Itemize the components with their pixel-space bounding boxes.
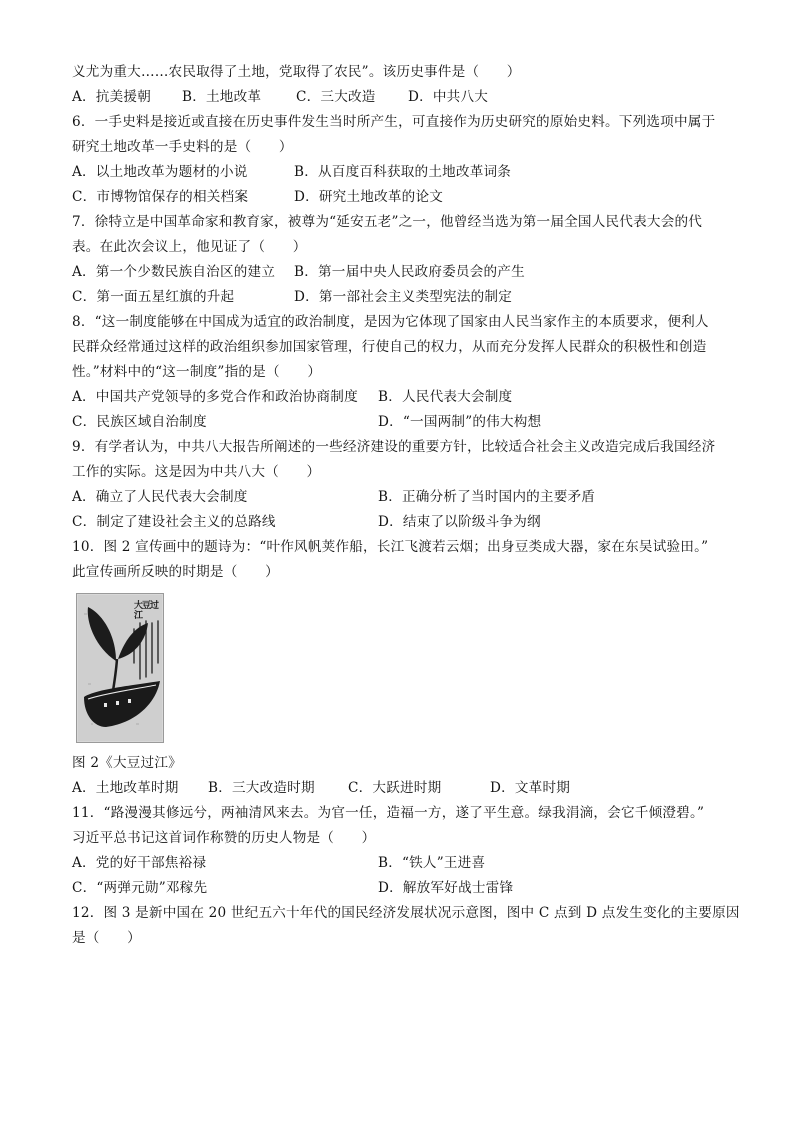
figure-2-caption: 图 2《大豆过江》 (72, 755, 182, 771)
propaganda-poster-image (76, 593, 164, 743)
q9-option-c[interactable]: C．制定了建设社会主义的总路线 (72, 514, 276, 530)
q8-stem-line-2: 民群众经常通过这样的政治组织参加国家管理，行使自己的权力，从而充分发挥人民群众的积极性和创造 (72, 339, 707, 355)
q11-options-row-1 (72, 851, 732, 876)
q9-option-b[interactable]: B．正确分析了当时国内的主要矛盾 (378, 489, 596, 505)
q6-option-c[interactable]: C．市博物馆保存的相关档案 (72, 189, 249, 205)
q9-option-a[interactable]: A．确立了人民代表大会制度 (72, 489, 248, 505)
q10-option-a[interactable]: A．土地改革时期 (72, 780, 179, 796)
q10-stem-line-1: 10．图 2 宣传画中的题诗为：“叶作风帆荚作船，长江飞渡若云烟；出身豆类成大器，家在东吴试验田。” (72, 539, 709, 555)
q6-stem-line-1: 6．一手史料是接近或直接在历史事件发生当时所产生，可直接作为历史研究的原始史料。下列选项中属于 (72, 114, 716, 130)
q9-option-d[interactable]: D．结束了以阶级斗争为纲 (378, 514, 541, 530)
q10-option-c[interactable]: C．大跃进时期 (348, 780, 442, 796)
q8-options-row-1 (72, 385, 732, 410)
q11-option-c[interactable]: C．“两弹元勋”邓稼先 (72, 880, 208, 896)
q10-options (72, 776, 732, 801)
q6-options-row-1 (72, 160, 732, 185)
q12-stem-line-2: 是（ ） (72, 930, 141, 946)
q7-option-d[interactable]: D．第一部社会主义类型宪法的制定 (294, 289, 513, 305)
q6-option-a[interactable]: A．以土地改革为题材的小说 (72, 164, 248, 180)
poster-title-text: 大豆过江 (134, 601, 159, 621)
q7-option-a[interactable]: A．第一个少数民族自治区的建立 (72, 264, 276, 280)
q7-option-b[interactable]: B．第一届中央人民政府委员会的产生 (294, 264, 525, 280)
q8-option-a[interactable]: A．中国共产党领导的多党合作和政治协商制度 (72, 389, 358, 405)
q6-option-b[interactable]: B．从百度百科获取的土地改革词条 (294, 164, 512, 180)
q5-option-a[interactable]: A．抗美援朝 (72, 89, 151, 105)
q7-options-row-2 (72, 285, 732, 310)
q8-options-row-2 (72, 410, 732, 435)
q9-stem-line-1: 9．有学者认为，中共八大报告所阐述的一些经济建设的重要方针，比较适合社会主义改造完成后我国经济 (72, 439, 716, 455)
q5-stem: 义尤为重大……农民取得了土地，党取得了农民”。该历史事件是（ ） (72, 64, 521, 80)
q7-stem-line-2: 表。在此次会议上，他见证了（ ） (72, 239, 307, 255)
q11-option-b[interactable]: B．“铁人”王进喜 (378, 855, 486, 871)
q8-stem-line-3: 性。”材料中的“这一制度”指的是（ ） (72, 364, 322, 380)
q11-option-d[interactable]: D．解放军好战士雷锋 (378, 880, 514, 896)
q10-stem-line-2: 此宣传画所反映的时期是（ ） (72, 564, 279, 580)
q11-stem-line-1: 11．“路漫漫其修远兮，两袖清风来去。为官一任，造福一方，遂了平生意。绿我涓滴，会它千倾澄碧。” (72, 805, 705, 821)
q10-option-d[interactable]: D．文革时期 (490, 780, 571, 796)
q11-stem-line-2: 习近平总书记这首词作称赞的历史人物是（ ） (72, 830, 376, 846)
q9-options-row-2 (72, 510, 732, 535)
q11-option-a[interactable]: A．党的好干部焦裕禄 (72, 855, 207, 871)
q8-option-c[interactable]: C．民族区域自治制度 (72, 414, 207, 430)
q6-stem-line-2: 研究土地改革一手史料的是（ ） (72, 139, 293, 155)
q9-options-row-1 (72, 485, 732, 510)
q9-stem-line-2: 工作的实际。这是因为中共八大（ ） (72, 464, 321, 480)
q5-option-c[interactable]: C．三大改造 (296, 89, 376, 105)
q6-options-row-2 (72, 185, 732, 210)
q5-option-d[interactable]: D．中共八大 (408, 89, 489, 105)
q7-stem-line-1: 7．徐特立是中国革命家和教育家，被尊为“延安五老”之一，他曾经当选为第一届全国人民代表大会的代 (72, 214, 703, 230)
q5-option-b[interactable]: B．土地改革 (182, 89, 262, 105)
q12-stem-line-1: 12．图 3 是新中国在 20 世纪五六十年代的国民经济发展状况示意图，图中 C 点到 D 点发生变化的主要原因 (72, 905, 740, 921)
q8-stem-line-1: 8．“这一制度能够在中国成为适宜的政治制度，是因为它体现了国家由人民当家作主的本质要求，便利人 (72, 314, 709, 330)
q8-option-d[interactable]: D．“一国两制”的伟大构想 (378, 414, 542, 430)
q8-option-b[interactable]: B．人民代表大会制度 (378, 389, 513, 405)
q5-options (72, 85, 732, 110)
q7-options-row-1 (72, 260, 732, 285)
q7-option-c[interactable]: C．第一面五星红旗的升起 (72, 289, 235, 305)
q10-option-b[interactable]: B．三大改造时期 (208, 780, 315, 796)
exam-page (72, 60, 740, 951)
q6-option-d[interactable]: D．研究土地改革的论文 (294, 189, 444, 205)
q11-options-row-2 (72, 876, 732, 901)
